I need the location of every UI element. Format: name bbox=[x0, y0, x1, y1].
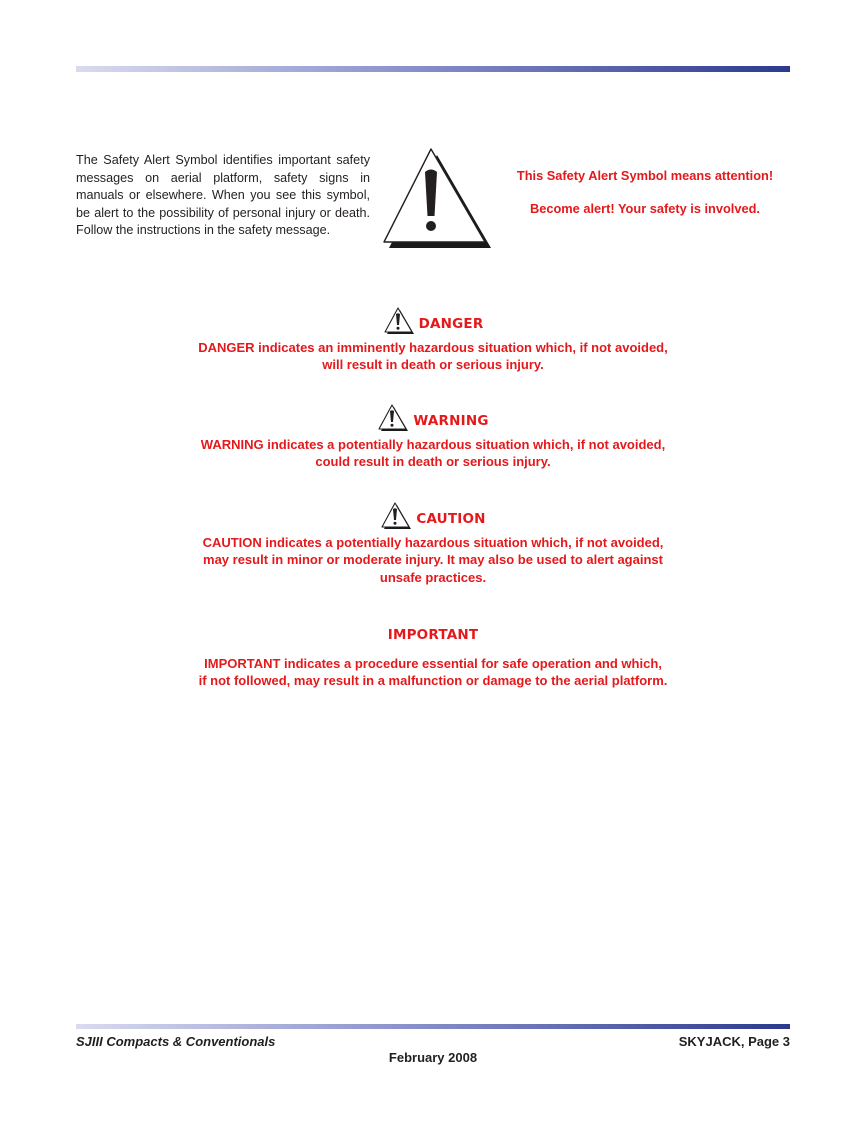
description-line: DANGER indicates an imminently hazardous situation which, if not avoided, bbox=[198, 340, 668, 355]
caution-heading bbox=[130, 501, 736, 531]
become-alert-line: Become alert! Your safety is involved. bbox=[530, 201, 760, 216]
description-line: will result in death or serious injury. bbox=[322, 357, 544, 373]
warning-section bbox=[130, 403, 736, 471]
danger-section bbox=[130, 306, 736, 374]
important-description bbox=[130, 655, 736, 690]
description-line: may result in minor or moderate injury. It may also be used to alert against bbox=[203, 552, 663, 568]
danger-alert-icon bbox=[383, 307, 415, 335]
footer-document-title: SJIII Compacts & Conventionals bbox=[76, 1034, 276, 1049]
description-line: CAUTION indicates a potentially hazardous situation which, if not avoided, bbox=[202, 535, 664, 550]
footer-date: February 2008 bbox=[388, 1050, 478, 1065]
important-heading bbox=[130, 625, 736, 645]
important-section bbox=[130, 625, 736, 690]
danger-description bbox=[130, 339, 736, 374]
description-line: could result in death or serious injury. bbox=[315, 454, 551, 470]
attention-message bbox=[500, 168, 790, 216]
caution-alert-icon bbox=[380, 502, 412, 530]
warning-label: WARNING bbox=[413, 413, 489, 429]
description-line: unsafe practices. bbox=[379, 569, 487, 585]
header-rule bbox=[76, 66, 790, 72]
description-line: IMPORTANT indicates a procedure essential for safe operation and which, bbox=[204, 656, 662, 671]
intro-paragraph: The Safety Alert Symbol identifies important safety messages on aerial platform, safety signs in manuals or elsewhere. When you see this symbol, be alert to the possibility of personal injury or death. Follow the instructions in the safety message. bbox=[76, 153, 370, 238]
description-line: if not followed, may result in a malfunction or damage to the aerial platform. bbox=[198, 673, 668, 689]
footer-rule bbox=[76, 1024, 790, 1029]
description-line: WARNING indicates a potentially hazardous situation which, if not avoided, bbox=[200, 437, 666, 452]
warning-description bbox=[130, 436, 736, 471]
danger-label: DANGER bbox=[418, 316, 484, 332]
caution-label: CAUTION bbox=[416, 511, 486, 527]
attention-line: This Safety Alert Symbol means attention! bbox=[516, 168, 774, 183]
warning-alert-icon bbox=[377, 404, 409, 432]
caution-description bbox=[130, 534, 736, 586]
safety-alert-icon bbox=[381, 146, 493, 250]
warning-heading bbox=[130, 403, 736, 433]
caution-section bbox=[130, 501, 736, 586]
danger-heading bbox=[130, 306, 736, 336]
footer-page-number: SKYJACK, Page 3 bbox=[678, 1034, 790, 1049]
important-label: IMPORTANT bbox=[387, 627, 479, 643]
